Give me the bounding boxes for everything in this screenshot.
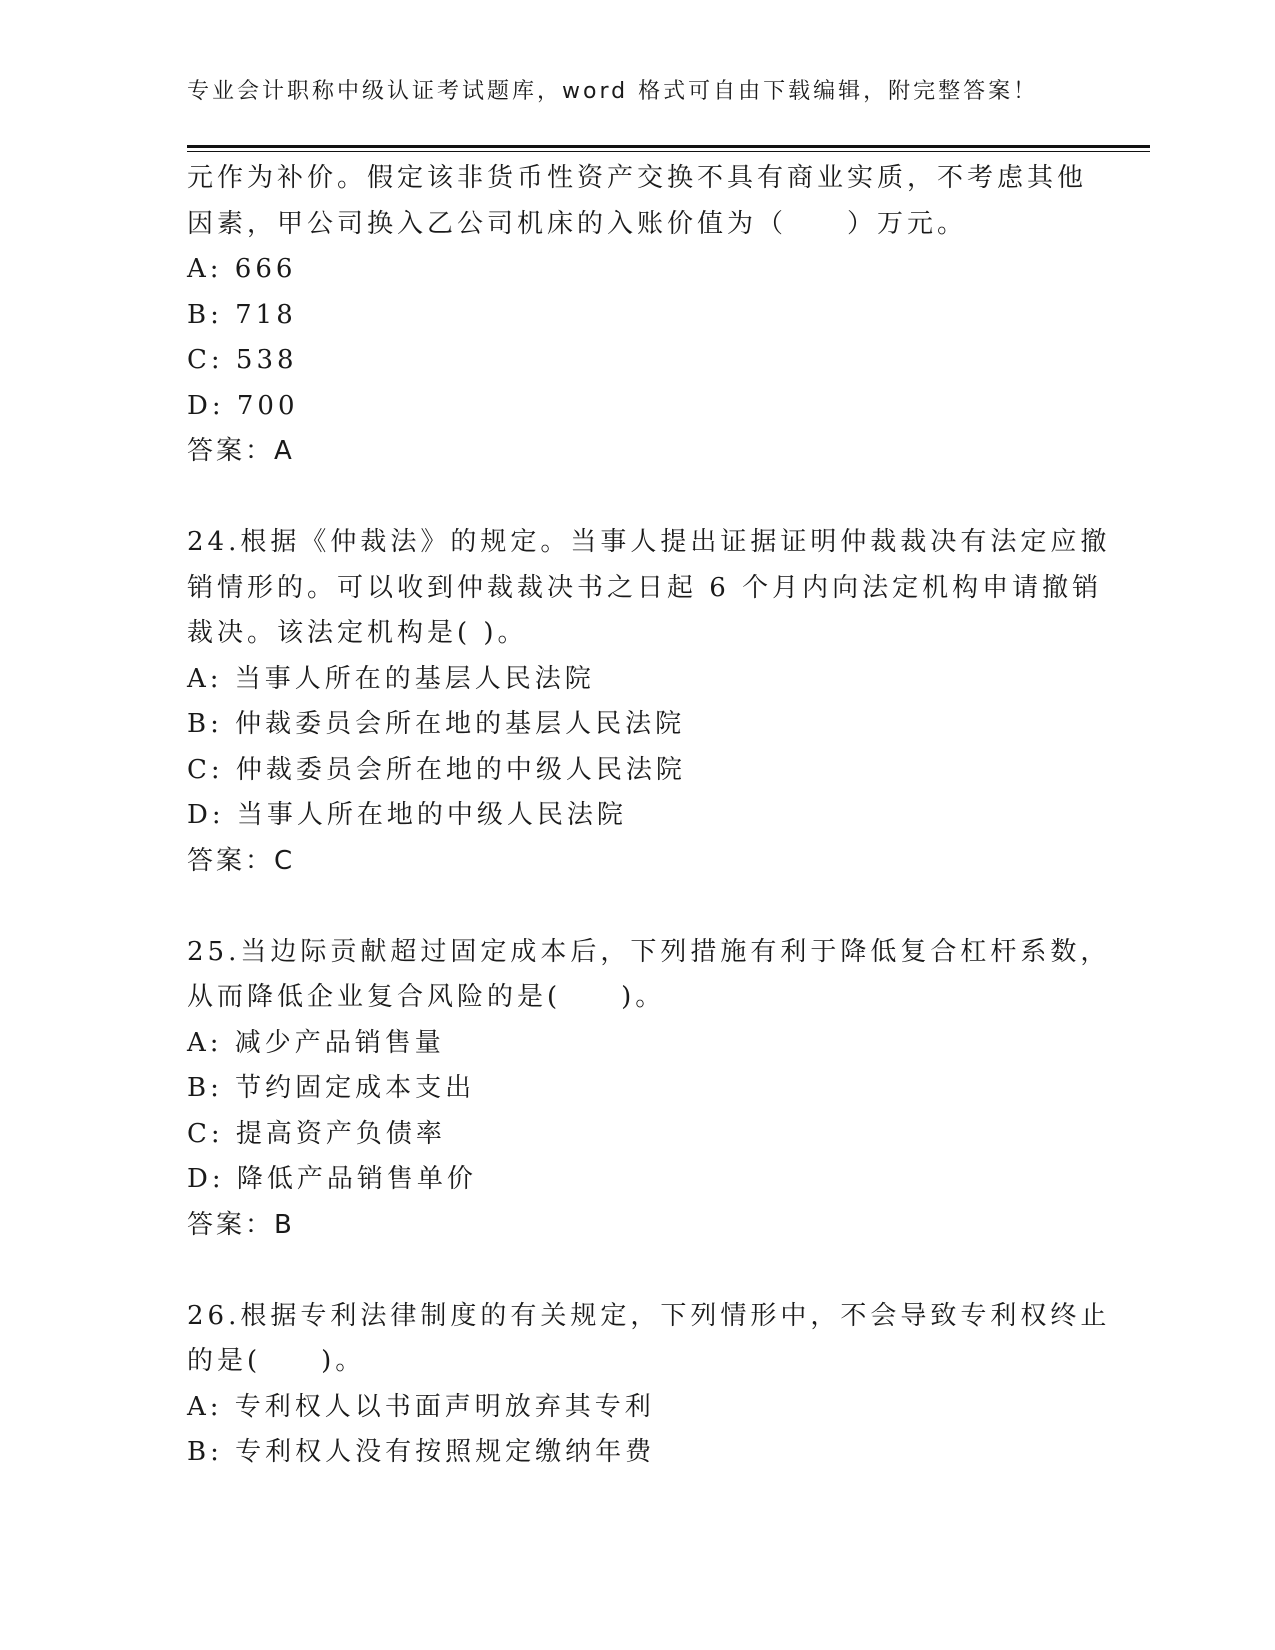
- answer: 答案：C: [187, 845, 296, 876]
- question-stem-line: 从而降低企业复合风险的是( )。: [187, 982, 666, 1012]
- option-b: B: 专利权人没有按照规定缴纳年费: [187, 1437, 656, 1467]
- header-rule-thick: [187, 145, 1150, 148]
- option-c: C: 538: [187, 345, 298, 375]
- question-stem-line: 25.当边际贡献超过固定成本后，下列措施有利于降低复合杠杆系数，: [187, 936, 1111, 967]
- option-a: A: 减少产品销售量: [187, 1027, 445, 1058]
- option-b: B: 节约固定成本支出: [187, 1073, 476, 1103]
- option-c: C: 仲裁委员会所在地的中级人民法院: [187, 754, 686, 785]
- question-stem-line: 因素，甲公司换入乙公司机床的入账价值为（ ）万元。: [187, 208, 968, 239]
- question-26: [187, 1294, 1111, 1476]
- question-stem-line: 销情形的。可以收到仲裁裁决书之日起 6 个月内向法定机构申请撤销: [187, 572, 1103, 603]
- option-d: D: 700: [187, 390, 299, 421]
- option-c: C: 提高资产负债率: [187, 1118, 446, 1149]
- spacer: [187, 884, 1087, 930]
- question-25: [187, 930, 1111, 1249]
- question-stem-line: 元作为补价。假定该非货币性资产交换不具有商业实质，不考虑其他: [187, 163, 1088, 193]
- answer: 答案：B: [187, 1209, 295, 1240]
- option-b: B: 仲裁委员会所在地的基层人民法院: [187, 709, 686, 739]
- question-23: [187, 156, 1087, 475]
- question-content: [187, 156, 1111, 1476]
- spacer: [187, 475, 1087, 521]
- question-24: [187, 520, 1111, 884]
- option-d: D: 当事人所在地的中级人民法院: [187, 800, 627, 830]
- option-a: A: 666: [187, 254, 297, 284]
- question-stem-line: 裁决。该法定机构是( )。: [187, 618, 528, 648]
- option-b: B: 718: [187, 299, 297, 330]
- page-header: 专业会计职称中级认证考试题库，word 格式可自由下载编辑，附完整答案！: [187, 79, 1039, 104]
- question-stem-line: 26.根据专利法律制度的有关规定，下列情形中，不会导致专利权终止: [187, 1300, 1111, 1331]
- question-stem-line: 的是( )。: [187, 1346, 366, 1376]
- answer: 答案：A: [187, 436, 295, 466]
- question-stem-line: 24.根据《仲裁法》的规定。当事人提出证据证明仲裁裁决有法定应撤: [187, 527, 1111, 557]
- option-d: D: 降低产品销售单价: [187, 1164, 477, 1194]
- option-a: A: 当事人所在的基层人民法院: [187, 663, 595, 694]
- spacer: [187, 1248, 1087, 1294]
- option-a: A: 专利权人以书面声明放弃其专利: [187, 1391, 655, 1422]
- header-rule-thin: [187, 151, 1150, 152]
